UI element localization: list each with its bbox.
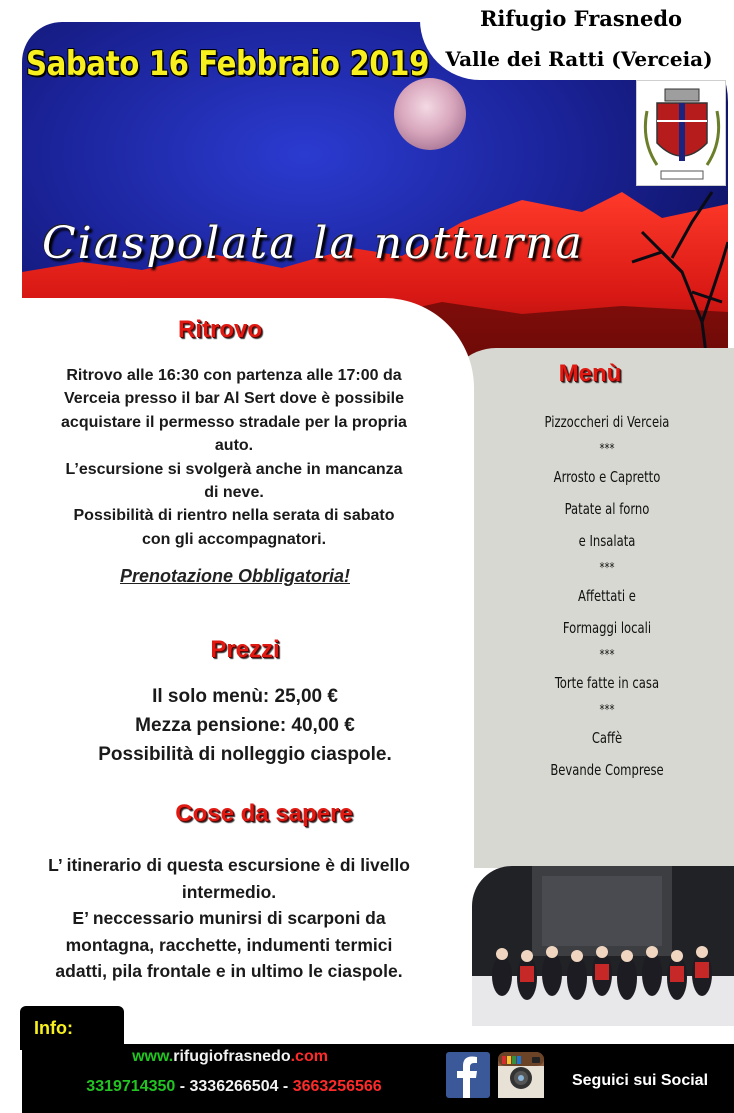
rifugio-location: Valle dei Ratti (Verceia) bbox=[445, 47, 713, 71]
menu-separator: *** bbox=[599, 442, 615, 457]
phone-number-3[interactable]: 3663256566 bbox=[292, 1078, 382, 1095]
info-line: montagna, racchette, indumenti termici bbox=[65, 934, 393, 955]
menu-item: Pizzoccheri di Verceia bbox=[544, 413, 670, 431]
rifugio-name: Rifugio Frasnedo bbox=[479, 6, 683, 31]
menu-item: Caffè bbox=[591, 729, 623, 747]
info-line: E’ neccessario munirsi di scarponi da bbox=[72, 908, 386, 928]
info-line: adatti, pila frontale e in ultimo le ciaspole. bbox=[55, 961, 403, 981]
info-label: Info: bbox=[34, 1018, 73, 1038]
menu-separator: *** bbox=[599, 648, 615, 663]
menu-item: Bevande Comprese bbox=[550, 761, 664, 779]
ritrovo-line: con gli accompagnatori. bbox=[141, 530, 327, 548]
website-link[interactable] bbox=[100, 1048, 360, 1066]
phone-number-1[interactable]: 3319714350 bbox=[86, 1078, 176, 1095]
website-prefix: www. bbox=[132, 1048, 174, 1065]
price-line: Possibilità di nolleggio ciaspole. bbox=[98, 744, 392, 765]
ritrovo-line: auto. bbox=[214, 437, 254, 455]
ritrovo-heading: Ritrovo bbox=[178, 316, 262, 343]
prezzi-heading: Prezzi bbox=[210, 636, 280, 663]
menu-separator: *** bbox=[599, 703, 615, 718]
menu-item: Patate al forno bbox=[564, 500, 650, 518]
website-suffix: .com bbox=[290, 1048, 328, 1065]
ritrovo-line: L’escursione si svolgerà anche in mancanza bbox=[65, 460, 403, 478]
ritrovo-line: Verceia presso il bar Al Sert dove è possibile bbox=[64, 390, 404, 408]
instagram-icon[interactable] bbox=[498, 1052, 544, 1098]
phone-separator: - bbox=[175, 1078, 190, 1095]
price-line: Il solo menù: 25,00 € bbox=[152, 686, 338, 707]
event-date: Sabato 16 Febbraio 2019 bbox=[26, 44, 429, 84]
info-line: intermedio. bbox=[181, 881, 277, 902]
menu-item: Affettati e bbox=[578, 587, 636, 605]
menu-heading: Menù bbox=[558, 360, 622, 387]
ritrovo-line: Possibilità di rientro nella serata di sabato bbox=[73, 507, 395, 525]
ritrovo-line: di neve. bbox=[204, 484, 264, 502]
price-line: Mezza pensione: 40,00 € bbox=[135, 715, 355, 736]
coat-of-arms-icon bbox=[636, 80, 726, 186]
menu-list bbox=[500, 406, 714, 786]
ritrovo-line: Ritrovo alle 16:30 con partenza alle 17:00 da bbox=[66, 367, 402, 384]
website-name: rifugiofrasnedo bbox=[173, 1048, 291, 1065]
phone-numbers bbox=[56, 1078, 412, 1096]
menu-item: Formaggi locali bbox=[562, 619, 652, 637]
menu-item: e Insalata bbox=[578, 532, 636, 550]
booking-required-note: Prenotazione Obbligatoria! bbox=[119, 566, 351, 586]
prezzi-text bbox=[40, 682, 450, 769]
moon-icon bbox=[394, 78, 466, 150]
menu-item: Torte fatte in casa bbox=[554, 674, 660, 692]
menu-separator: *** bbox=[599, 561, 615, 576]
info-line: L’ itinerario di questa escursione è di livello bbox=[48, 855, 410, 875]
ritrovo-line: acquistare il permesso stradale per la propria bbox=[61, 413, 407, 431]
event-title: Ciaspolata la notturna bbox=[42, 218, 584, 269]
cose-da-sapere-text bbox=[4, 852, 454, 985]
group-photo bbox=[472, 866, 734, 1026]
phone-number-2[interactable]: 3336266504 bbox=[189, 1078, 279, 1095]
cose-da-sapere-heading: Cose da sapere bbox=[175, 800, 353, 827]
menu-item: Arrosto e Capretto bbox=[553, 468, 661, 486]
facebook-icon[interactable] bbox=[446, 1052, 490, 1098]
social-follow-label: Seguici sui Social bbox=[571, 1072, 709, 1089]
phone-separator: - bbox=[278, 1078, 293, 1095]
ritrovo-text bbox=[24, 364, 444, 551]
